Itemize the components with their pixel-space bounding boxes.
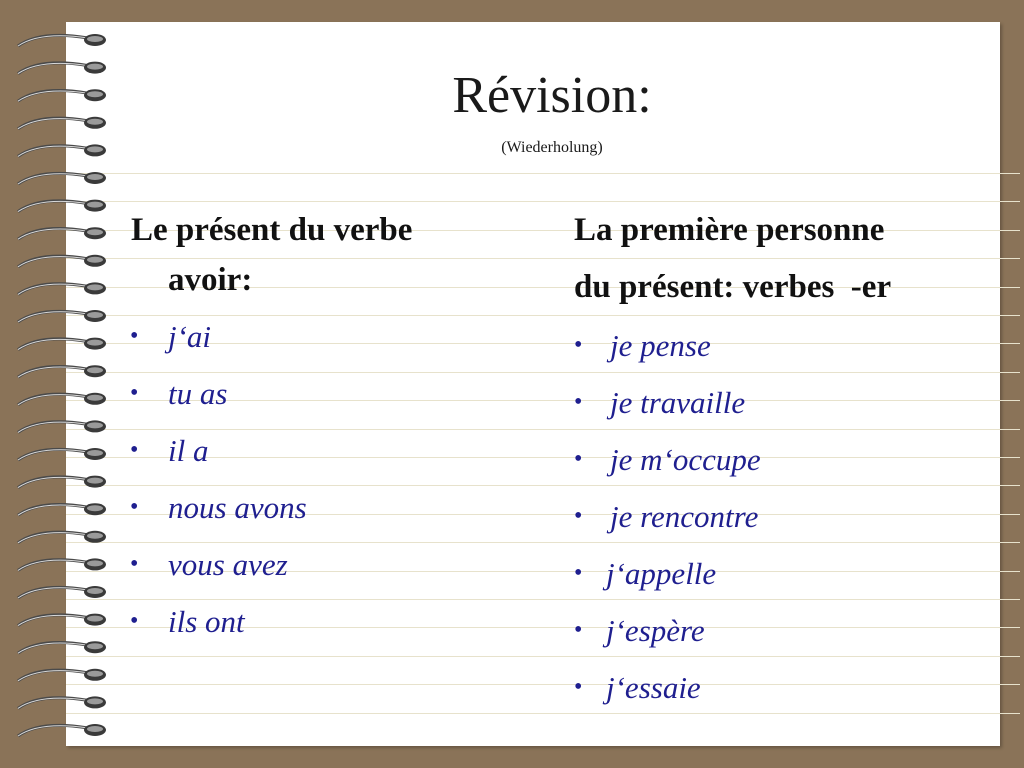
list-item: • je m‘occupe (610, 431, 761, 488)
ruled-line (66, 684, 1020, 685)
spiral-ring-icon (18, 503, 106, 515)
bullet-icon: • (130, 551, 139, 577)
bullet-icon: • (130, 494, 139, 520)
spiral-ring-icon (18, 227, 106, 239)
spiral-ring-icon (18, 641, 106, 653)
list-item: • j‘essaie (606, 659, 701, 716)
list-item: • vous avez (168, 536, 288, 593)
bullet-icon: • (130, 380, 139, 406)
ruled-line (66, 429, 1020, 430)
list-item: • j‘appelle (606, 545, 716, 602)
slide-title: Révision: (452, 67, 652, 124)
spiral-ring-icon (18, 310, 106, 322)
spiral-ring-icon (18, 34, 106, 46)
bullet-icon: • (574, 503, 583, 529)
list-item: • nous avons (168, 479, 307, 536)
left-heading-line2: avoir: (168, 262, 253, 298)
bullet-icon: • (130, 323, 139, 349)
left-heading-line1: Le présent du verbe (131, 212, 413, 248)
bullet-icon: • (130, 608, 139, 634)
list-item: • je pense (610, 317, 711, 374)
list-item: • j‘espère (606, 602, 705, 659)
ruled-line (66, 656, 1020, 657)
spiral-ring-icon (18, 365, 106, 377)
bullet-icon: • (574, 389, 583, 415)
spiral-ring-icon (18, 172, 106, 184)
spiral-ring-icon (18, 420, 106, 432)
slide-subtitle: (Wiederholung) (501, 139, 603, 156)
ruled-line (66, 173, 1020, 174)
right-heading-line2: du présent: verbes -er (574, 269, 892, 305)
list-item: • je rencontre (610, 488, 758, 545)
bullet-icon: • (574, 332, 583, 358)
right-heading-line1: La première personne (574, 212, 885, 248)
spiral-ring-icon (18, 476, 106, 488)
spiral-ring-icon (18, 393, 106, 405)
ruled-line (66, 457, 1020, 458)
bullet-icon: • (574, 674, 583, 700)
list-item: • je travaille (610, 374, 745, 431)
list-item: • tu as (168, 365, 227, 422)
spiral-ring-icon (18, 338, 106, 350)
list-item: • il a (168, 422, 208, 479)
spiral-ring-icon (18, 696, 106, 708)
spiral-ring-icon (18, 558, 106, 570)
ruled-line (66, 713, 1020, 714)
spiral-ring-icon (18, 614, 106, 626)
spiral-ring-icon (18, 448, 106, 460)
list-item: • j‘ai (168, 308, 211, 365)
bullet-icon: • (130, 437, 139, 463)
spiral-ring-icon (18, 531, 106, 543)
spiral-ring-icon (18, 586, 106, 598)
spiral-ring-icon (18, 255, 106, 267)
spiral-ring-icon (18, 669, 106, 681)
spiral-ring-icon (18, 200, 106, 212)
bullet-icon: • (574, 560, 583, 586)
bullet-icon: • (574, 617, 583, 643)
spiral-ring-icon (18, 724, 106, 736)
list-item: • ils ont (168, 593, 245, 650)
spiral-ring-icon (18, 282, 106, 294)
bullet-icon: • (574, 446, 583, 472)
